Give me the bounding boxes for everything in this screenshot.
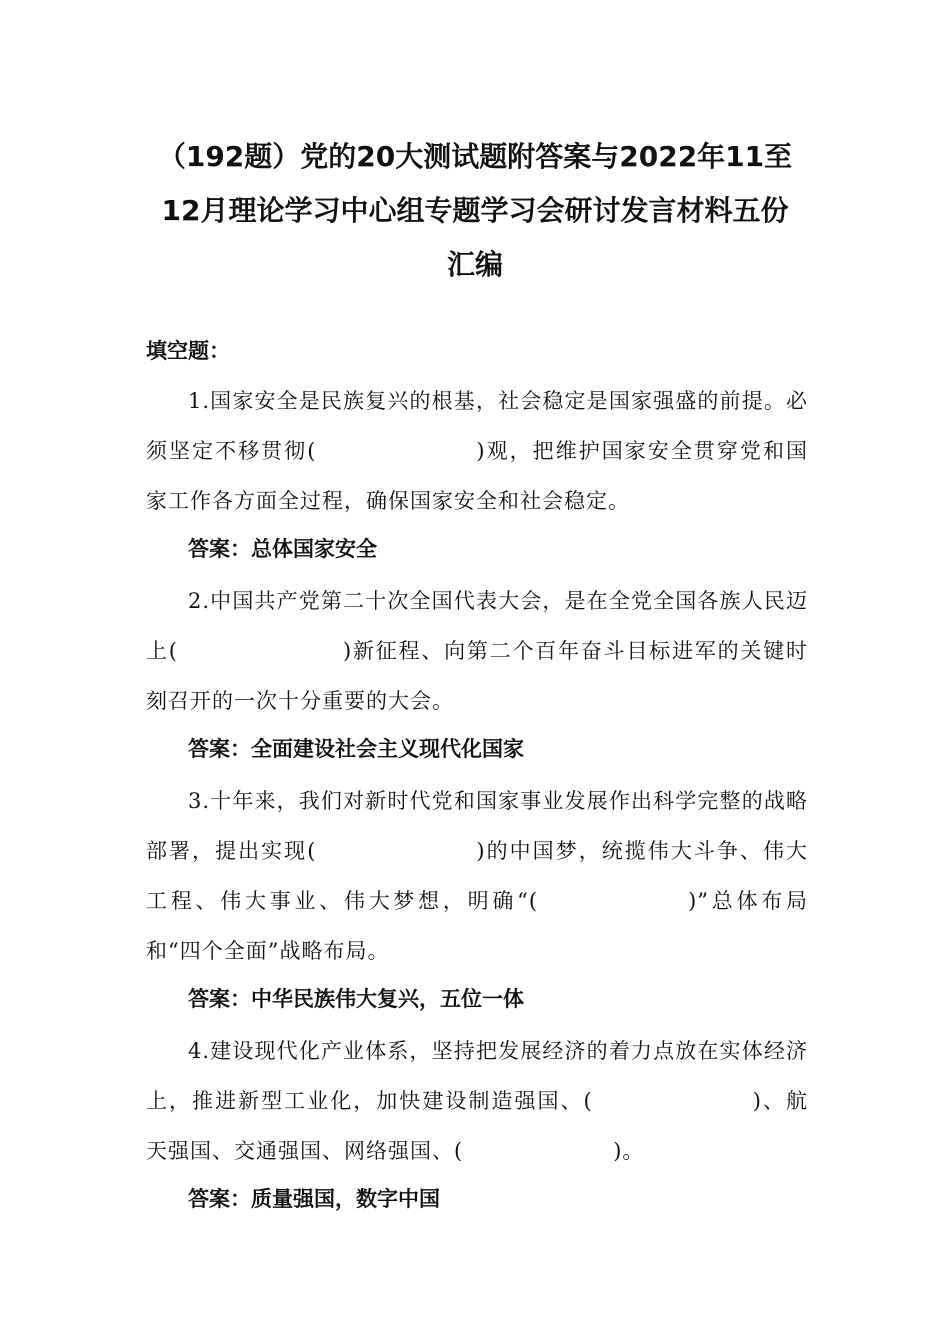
title-line-2: 12月理论学习中心组专题学习会研讨发言材料五份 bbox=[161, 194, 789, 227]
section-heading: 填空题： bbox=[146, 339, 230, 363]
question-2 bbox=[146, 576, 808, 726]
question-text: )新征程、向第二个百年奋斗目标进军的关键时刻召开的一次十分重要的大会。 bbox=[146, 639, 808, 713]
question-text: )观，把维护国家安全贯穿党和国家工作各方面全过程，确保国家安全和社会稳定。 bbox=[146, 439, 808, 513]
question-text: )、航天强国、交通强国、网络强国、( bbox=[146, 1089, 808, 1163]
question-text: )”总体布局和“四个全面”战略布局。 bbox=[146, 889, 808, 963]
question-text: 2.中国共产党第二十次全国代表大会，是在全党全国各族人民迈上( bbox=[146, 589, 808, 663]
document-title bbox=[120, 130, 830, 292]
answer-4: 答案：质量强国，数字中国 bbox=[188, 1187, 440, 1211]
answer-3: 答案：中华民族伟大复兴，五位一体 bbox=[188, 987, 524, 1011]
question-4 bbox=[146, 1026, 808, 1176]
question-text: 1.国家安全是民族复兴的根基，社会稳定是国家强盛的前提。必须坚定不移贯彻( bbox=[146, 389, 808, 463]
question-3 bbox=[146, 776, 808, 976]
question-text: 3.十年来，我们对新时代党和国家事业发展作出科学完整的战略部署，提出实现( bbox=[146, 789, 808, 863]
question-text: 4.建设现代化产业体系，坚持把发展经济的着力点放在实体经济上，推进新型工业化，加快建设制造强国、( bbox=[146, 1039, 808, 1113]
question-1 bbox=[146, 376, 808, 526]
question-text: )的中国梦，统揽伟大斗争、伟大工程、伟大事业、伟大梦想，明确“( bbox=[146, 839, 808, 913]
question-text: )。 bbox=[613, 1139, 645, 1163]
title-line-1: （192题）党的20大测试题附答案与2022年11至 bbox=[157, 140, 793, 173]
title-line-3: 汇编 bbox=[446, 248, 503, 281]
answer-2: 答案：全面建设社会主义现代化国家 bbox=[188, 737, 524, 761]
answer-1: 答案：总体国家安全 bbox=[188, 537, 377, 561]
